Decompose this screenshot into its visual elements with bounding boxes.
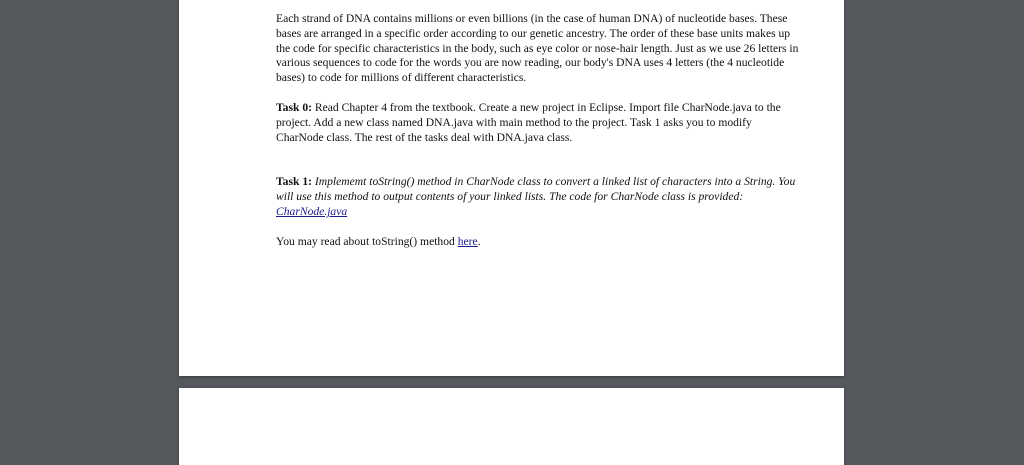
- here-link[interactable]: here: [457, 234, 478, 248]
- task1-text: Implememt toString() method in CharNode class to convert a linked list of characters into a String. You will use this method to output contents of your linked lists. The code for CharNode class is provided:: [276, 175, 796, 204]
- charnode-java-link[interactable]: CharNode.java: [276, 204, 348, 218]
- task0-label: Task 0:: [276, 100, 312, 114]
- task1-label: Task 1:: [276, 175, 312, 189]
- read-more-suffix: .: [477, 234, 481, 248]
- task0-text: Read Chapter 4 from the textbook. Create a new project in Eclipse. Import file CharNode.java to the project. Add a new class named DNA.java with main method to the project. Task 1 asks you to modify CharNode class. The rest of the tasks deal with DNA.java class.: [276, 100, 781, 144]
- read-more-text: You may read about toString() method: [276, 234, 458, 248]
- intro-paragraph: Each strand of DNA contains millions or even billions (in the case of human DNA) of nucleotide bases. These bases are arranged in a specific order according to our genetic ancestry. The order of these base units makes up the code for specific characteristics in the body, such as eye color or nose-hair length. Just as we use 26 letters in various sequences to code for the words you are now reading, our body's DNA uses 4 letters (the 4 nucleotide bases) to code for millions of different characteristics.: [276, 12, 799, 85]
- read-more-paragraph: [276, 235, 801, 250]
- page-1: [179, 0, 844, 376]
- task1-paragraph: [276, 175, 801, 219]
- page-content: [276, 12, 801, 250]
- task0-paragraph: [276, 101, 801, 145]
- page-2: [179, 388, 844, 465]
